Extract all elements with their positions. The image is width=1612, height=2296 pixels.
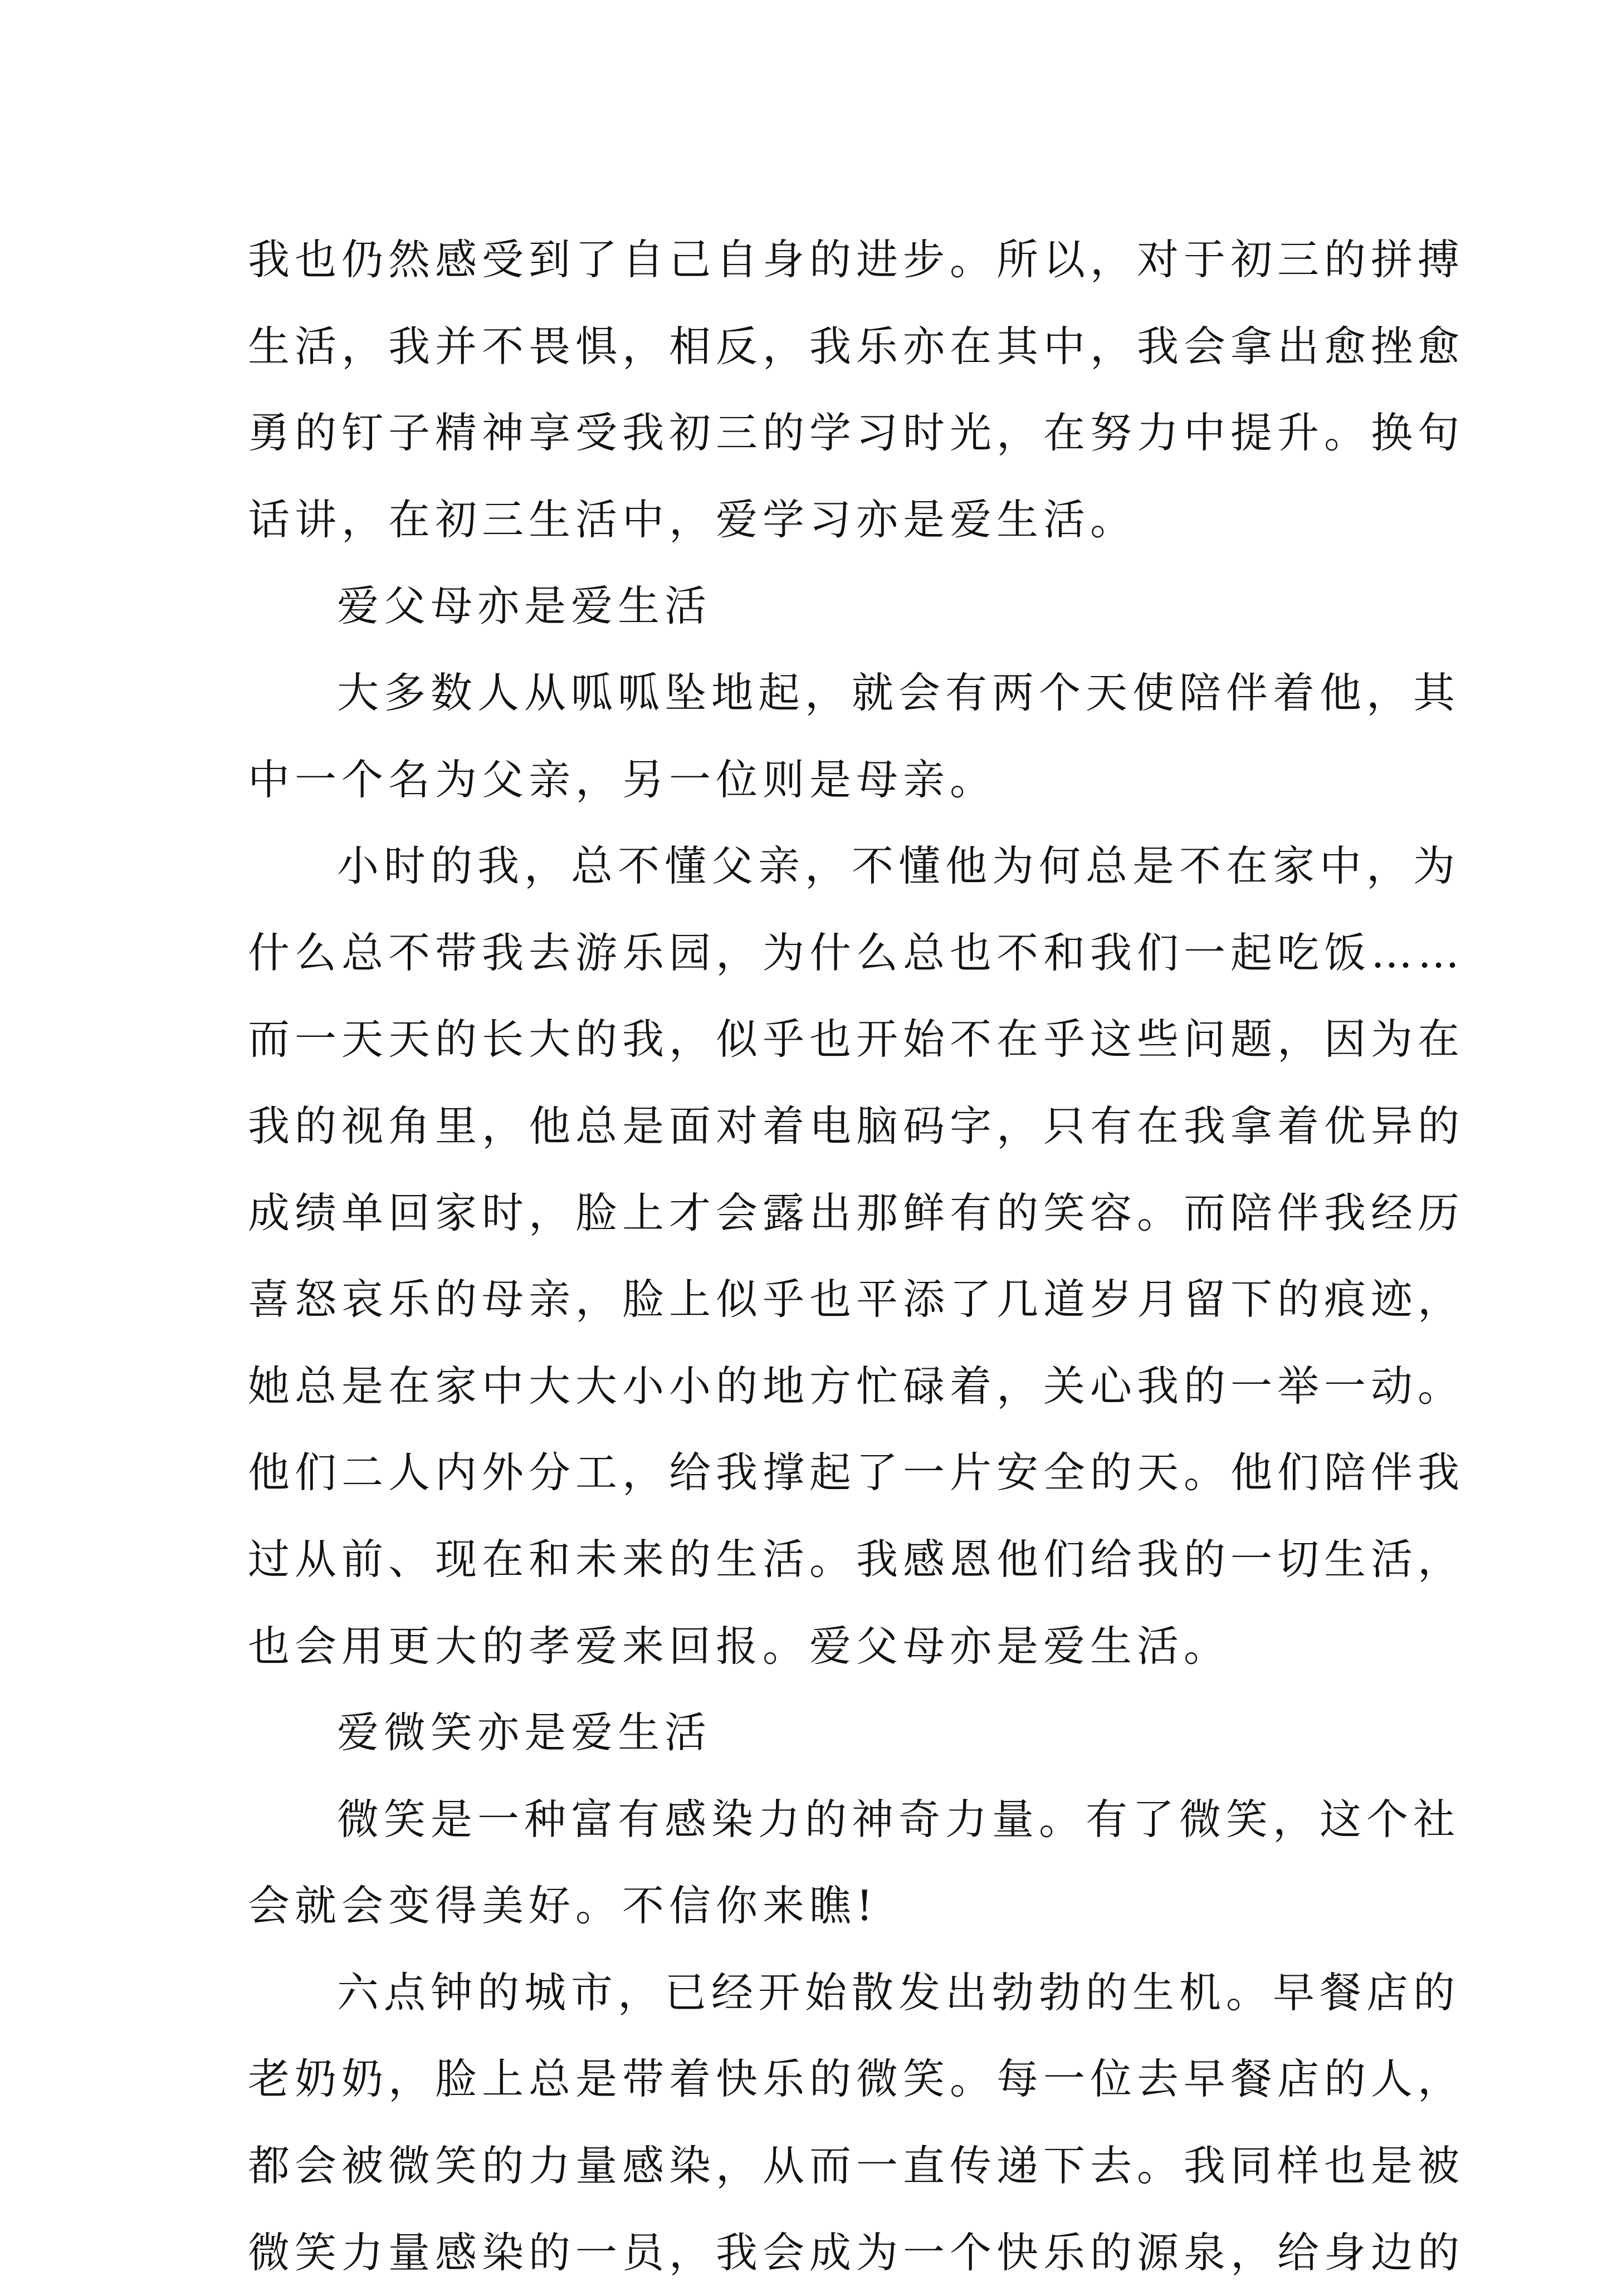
text-line: 中一个名为父亲，另一位则是母亲。	[248, 755, 997, 804]
text-line: 小时的我，总不懂父亲，不懂他为何总是不在家中，为	[337, 841, 1460, 891]
text-line: 他们二人内外分工，给我撑起了一片安全的天。他们陪伴我	[248, 1448, 1465, 1497]
text-line: 勇的钉子精神享受我初三的学习时光，在努力中提升。换句	[248, 408, 1465, 458]
text-line: 她总是在家中大大小小的地方忙碌着，关心我的一举一动。	[248, 1361, 1465, 1411]
text-line: 也会用更大的孝爱来回报。爱父母亦是爱生活。	[248, 1621, 1231, 1671]
text-line: 过从前、现在和未来的生活。我感恩他们给我的一切生活，	[248, 1534, 1465, 1584]
section-heading: 爱父母亦是爱生活	[337, 581, 712, 631]
text-line: 六点钟的城市，已经开始散发出勃勃的生机。早餐店的	[337, 1967, 1460, 2017]
text-line: 大多数人从呱呱坠地起，就会有两个天使陪伴着他，其	[337, 668, 1460, 717]
text-line: 老奶奶，脸上总是带着快乐的微笑。每一位去早餐店的人，	[248, 2054, 1465, 2104]
text-line: 话讲，在初三生活中，爱学习亦是爱生活。	[248, 495, 1137, 544]
section-heading: 爱微笑亦是爱生活	[337, 1708, 712, 1758]
text-line: 会就会变得美好。不信你来瞧!	[248, 1881, 878, 1931]
text-line: 我也仍然感受到了自己自身的进步。所以，对于初三的拼搏	[248, 235, 1465, 284]
text-line: 生活，我并不畏惧，相反，我乐亦在其中，我会拿出愈挫愈	[248, 321, 1465, 371]
body-text	[248, 217, 1465, 2296]
text-line: 微笑力量感染的一员，我会成为一个快乐的源泉，给身边的	[248, 2228, 1465, 2277]
text-line: 我的视角里，他总是面对着电脑码字，只有在我拿着优异的	[248, 1101, 1465, 1151]
text-line: 喜怒哀乐的母亲，脸上似乎也平添了几道岁月留下的痕迹，	[248, 1275, 1465, 1324]
text-line: 微笑是一种富有感染力的神奇力量。有了微笑，这个社	[337, 1794, 1460, 1844]
text-line: 都会被微笑的力量感染，从而一直传递下去。我同样也是被	[248, 2141, 1465, 2191]
text-line: 而一天天的长大的我，似乎也开始不在乎这些问题，因为在	[248, 1015, 1465, 1064]
text-line: 成绩单回家时，脸上才会露出那鲜有的笑容。而陪伴我经历	[248, 1188, 1465, 1237]
text-line: 什么总不带我去游乐园，为什么总也不和我们一起吃饭……	[248, 928, 1465, 977]
